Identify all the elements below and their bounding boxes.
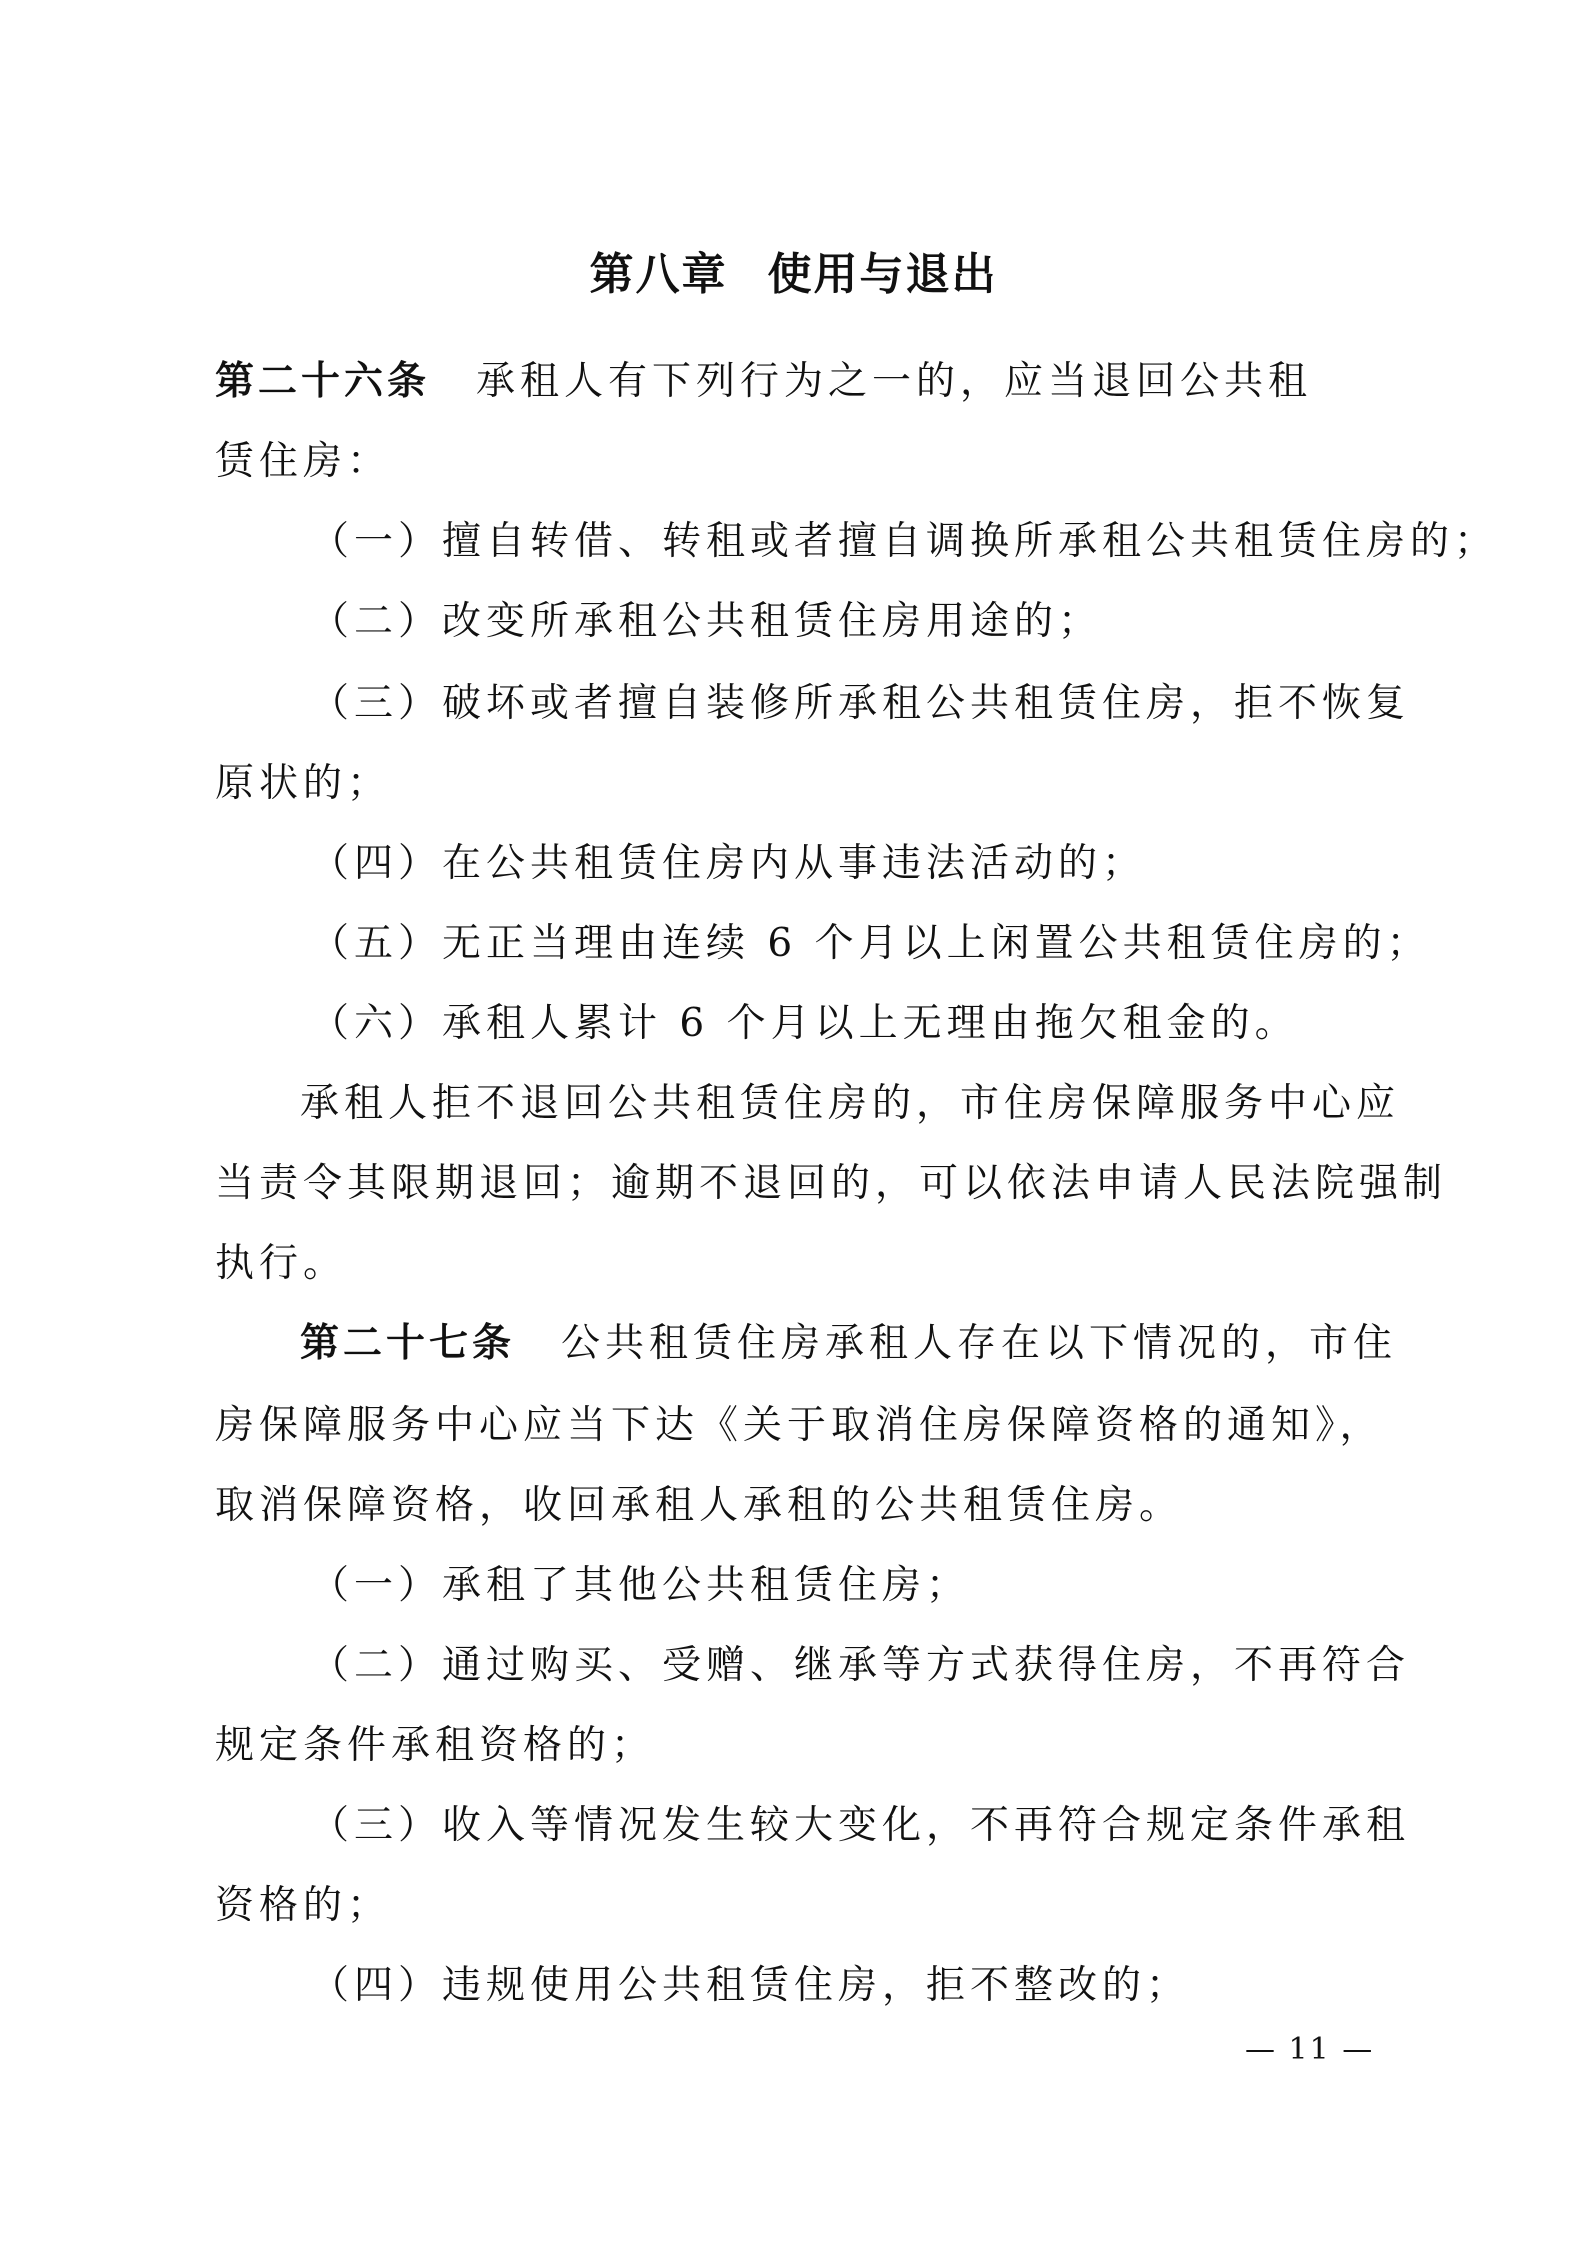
article-27-intro: 公共租赁住房承租人存在以下情况的，市住 xyxy=(561,1321,1398,1366)
article-26-label: 第二十六条 xyxy=(215,359,431,404)
chapter-heading xyxy=(0,240,1587,310)
chapter-title: 使用与退出 xyxy=(767,249,998,300)
article-26-intro: 承租人有下列行为之一的，应当退回公共租 xyxy=(476,359,1313,404)
article-27-item-2: （二）通过购买、受赠、继承等方式获得住房，不再符合 xyxy=(310,1643,1411,1688)
article-26-para-line-2: 当责令其限期退回；逾期不退回的，可以依法申请人民法院强制 xyxy=(215,1161,1448,1206)
article-27-item-4: （四）违规使用公共租赁住房，拒不整改的； xyxy=(310,1963,1191,2008)
chapter-number: 第八章 xyxy=(589,249,728,300)
article-26-item-3-cont: 原状的； xyxy=(215,761,392,806)
article-26-item-6: （六）承租人累计 6 个月以上无理由拖欠租金的。 xyxy=(310,1001,1299,1046)
article-27-item-3: （三）收入等情况发生较大变化，不再符合规定条件承租 xyxy=(310,1803,1411,1848)
article-27-line-1 xyxy=(300,1314,1460,1374)
article-26-line-1 xyxy=(215,352,1375,412)
article-26-item-2: （二）改变所承租公共租赁住房用途的； xyxy=(310,599,1103,644)
article-26-line-2: 赁住房： xyxy=(215,439,392,484)
article-27-line-2: 房保障服务中心应当下达《关于取消住房保障资格的通知》， xyxy=(215,1403,1384,1448)
article-26-item-5: （五）无正当理由连续 6 个月以上闲置公共租赁住房的； xyxy=(310,921,1431,966)
article-27-line-3: 取消保障资格，收回承租人承租的公共租赁住房。 xyxy=(215,1483,1184,1528)
article-26-item-1: （一）擅自转借、转租或者擅自调换所承租公共租赁住房的； xyxy=(310,519,1499,564)
article-27-item-1: （一）承租了其他公共租赁住房； xyxy=(310,1563,971,1608)
article-26-item-4: （四）在公共租赁住房内从事违法活动的； xyxy=(310,841,1147,886)
page-number: — 11 — xyxy=(1245,2032,1375,2067)
article-26-para-line-3: 执行。 xyxy=(215,1241,348,1286)
article-27-item-3-cont: 资格的； xyxy=(215,1883,392,1928)
article-26-item-3: （三）破坏或者擅自装修所承租公共租赁住房，拒不恢复 xyxy=(310,681,1411,726)
article-26-para-line-1: 承租人拒不退回公共租赁住房的，市住房保障服务中心应 xyxy=(300,1081,1401,1126)
article-27-label: 第二十七条 xyxy=(300,1321,516,1366)
article-27-item-2-cont: 规定条件承租资格的； xyxy=(215,1723,656,1768)
